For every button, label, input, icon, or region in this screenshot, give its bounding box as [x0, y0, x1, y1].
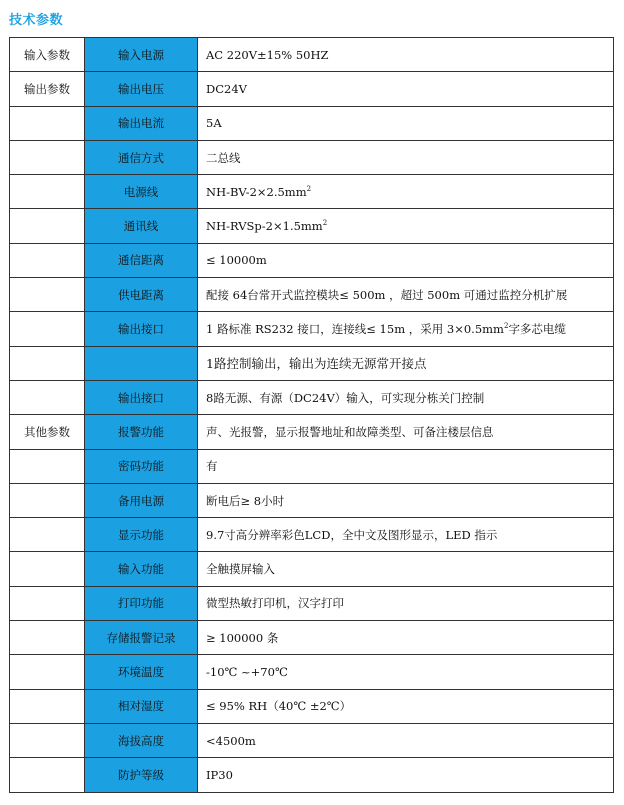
parameter-value-cell — [198, 621, 614, 655]
parameter-value-cell — [198, 72, 614, 106]
category-cell: 其他参数 — [10, 415, 85, 449]
parameter-value: <4500m — [206, 733, 256, 748]
category-cell — [10, 243, 85, 277]
parameter-value-cell — [198, 278, 614, 312]
spec-row — [10, 312, 614, 346]
parameter-value: -10℃ ~+70℃ — [206, 664, 288, 679]
parameter-value: NH-RVSp-2×1.5mm — [206, 219, 323, 234]
parameter-name-cell: 供电距离 — [85, 278, 198, 312]
parameter-name-cell: 报警功能 — [85, 415, 198, 449]
parameter-name-cell: 密码功能 — [85, 449, 198, 483]
spec-row — [10, 209, 614, 243]
parameter-value-cell — [198, 586, 614, 620]
parameter-value: 断电后≥ 8小时 — [206, 493, 285, 508]
parameter-name-cell: 通信方式 — [85, 140, 198, 174]
parameter-value-cell — [198, 758, 614, 792]
spec-row — [10, 449, 614, 483]
spec-row — [10, 243, 614, 277]
superscript-unit: 2 — [503, 322, 509, 331]
parameter-value: 1 路标准 RS232 接口，连接线≤ 15m ，采用 3×0.5mm — [206, 322, 504, 337]
parameter-value-cell — [198, 483, 614, 517]
spec-row — [10, 278, 614, 312]
parameter-name-cell: 输出电流 — [85, 106, 198, 140]
parameter-value-cell — [198, 415, 614, 449]
parameter-name-cell: 存储报警记录 — [85, 621, 198, 655]
parameter-value: 8路无源、有源（DC24V）输入，可实现分栋关门控制 — [206, 390, 485, 405]
parameter-value-cell — [198, 243, 614, 277]
category-cell: 输入参数 — [10, 38, 85, 72]
category-cell — [10, 758, 85, 792]
spec-row — [10, 175, 614, 209]
parameter-value: 配接 64台常开式监控模块≤ 500m ，超过 500m 可通过监控分机扩展 — [206, 287, 568, 302]
spec-table — [9, 37, 614, 793]
parameter-value-cell — [198, 449, 614, 483]
parameter-value: 9.7寸高分辨率彩色LCD，全中文及图形显示，LED 指示 — [206, 527, 498, 542]
parameter-value: AC 220V±15% 50HZ — [206, 47, 329, 62]
parameter-name-cell: 环境温度 — [85, 655, 198, 689]
parameter-value: 二总线 — [206, 150, 241, 165]
parameter-value: DC24V — [206, 81, 247, 96]
parameter-name-cell: 通讯线 — [85, 209, 198, 243]
parameter-value: ≤ 10000m — [206, 253, 267, 268]
spec-row — [10, 621, 614, 655]
category-cell — [10, 689, 85, 723]
parameter-name-cell: 打印功能 — [85, 586, 198, 620]
superscript-unit: 2 — [306, 184, 312, 193]
parameter-name-cell — [85, 346, 198, 380]
parameter-value-cell — [198, 175, 614, 209]
category-cell — [10, 655, 85, 689]
parameter-value: 5A — [206, 116, 222, 131]
category-cell — [10, 346, 85, 380]
spec-row — [10, 689, 614, 723]
superscript-unit: 2 — [322, 219, 328, 228]
parameter-name-cell: 输入功能 — [85, 552, 198, 586]
category-cell — [10, 140, 85, 174]
parameter-value-cell — [198, 723, 614, 757]
category-cell — [10, 278, 85, 312]
spec-row — [10, 518, 614, 552]
section-title: 技术参数 — [9, 13, 64, 28]
spec-row — [10, 415, 614, 449]
category-cell — [10, 175, 85, 209]
parameter-value-cell — [198, 346, 614, 380]
parameter-value-cell — [198, 209, 614, 243]
parameter-value: 全触摸屏输入 — [206, 562, 275, 577]
parameter-value: ≤ 95% RH（40℃ ±2℃） — [206, 699, 352, 714]
parameter-value: 1路控制输出，输出为连续无源常开接点 — [206, 356, 427, 372]
category-cell — [10, 312, 85, 346]
parameter-value: IP30 — [206, 767, 233, 782]
parameter-name-cell: 输出接口 — [85, 380, 198, 414]
category-cell — [10, 483, 85, 517]
spec-row — [10, 552, 614, 586]
category-cell — [10, 518, 85, 552]
category-cell — [10, 586, 85, 620]
spec-row — [10, 758, 614, 792]
parameter-name-cell: 防护等级 — [85, 758, 198, 792]
spec-row — [10, 655, 614, 689]
parameter-name-cell: 输出电压 — [85, 72, 198, 106]
parameter-value-cell — [198, 655, 614, 689]
parameter-value: 微型热敏打印机，汉字打印 — [206, 596, 344, 611]
spec-table-body — [10, 38, 614, 793]
parameter-value: 有 — [206, 459, 218, 474]
spec-row — [10, 483, 614, 517]
parameter-value: NH-BV-2×2.5mm — [206, 184, 307, 199]
parameter-value-cell — [198, 552, 614, 586]
parameter-value-cell — [198, 518, 614, 552]
spec-row — [10, 72, 614, 106]
parameter-name-cell: 海拔高度 — [85, 723, 198, 757]
parameter-name-cell: 输出接口 — [85, 312, 198, 346]
parameter-value-cell — [198, 312, 614, 346]
parameter-value-cell — [198, 380, 614, 414]
category-cell — [10, 106, 85, 140]
parameter-name-cell: 显示功能 — [85, 518, 198, 552]
category-cell — [10, 621, 85, 655]
category-cell: 输出参数 — [10, 72, 85, 106]
parameter-name-cell: 输入电源 — [85, 38, 198, 72]
parameter-name-cell: 备用电源 — [85, 483, 198, 517]
spec-row — [10, 586, 614, 620]
parameter-value-cell — [198, 689, 614, 723]
parameter-name-cell: 电源线 — [85, 175, 198, 209]
category-cell — [10, 552, 85, 586]
category-cell — [10, 380, 85, 414]
category-cell — [10, 209, 85, 243]
category-cell — [10, 723, 85, 757]
spec-row — [10, 140, 614, 174]
parameter-value-cell — [198, 38, 614, 72]
parameter-name-cell: 通信距离 — [85, 243, 198, 277]
spec-row — [10, 38, 614, 72]
parameter-value-cell — [198, 140, 614, 174]
parameter-value: ≥ 100000 条 — [206, 630, 279, 645]
parameter-value-cell — [198, 106, 614, 140]
parameter-value-suffix: 字多芯电缆 — [508, 322, 566, 337]
parameter-value: 声、光报警，显示报警地址和故障类型、可备注楼层信息 — [206, 424, 494, 439]
spec-row — [10, 106, 614, 140]
spec-row — [10, 723, 614, 757]
spec-row — [10, 346, 614, 380]
spec-row — [10, 380, 614, 414]
parameter-name-cell: 相对湿度 — [85, 689, 198, 723]
category-cell — [10, 449, 85, 483]
